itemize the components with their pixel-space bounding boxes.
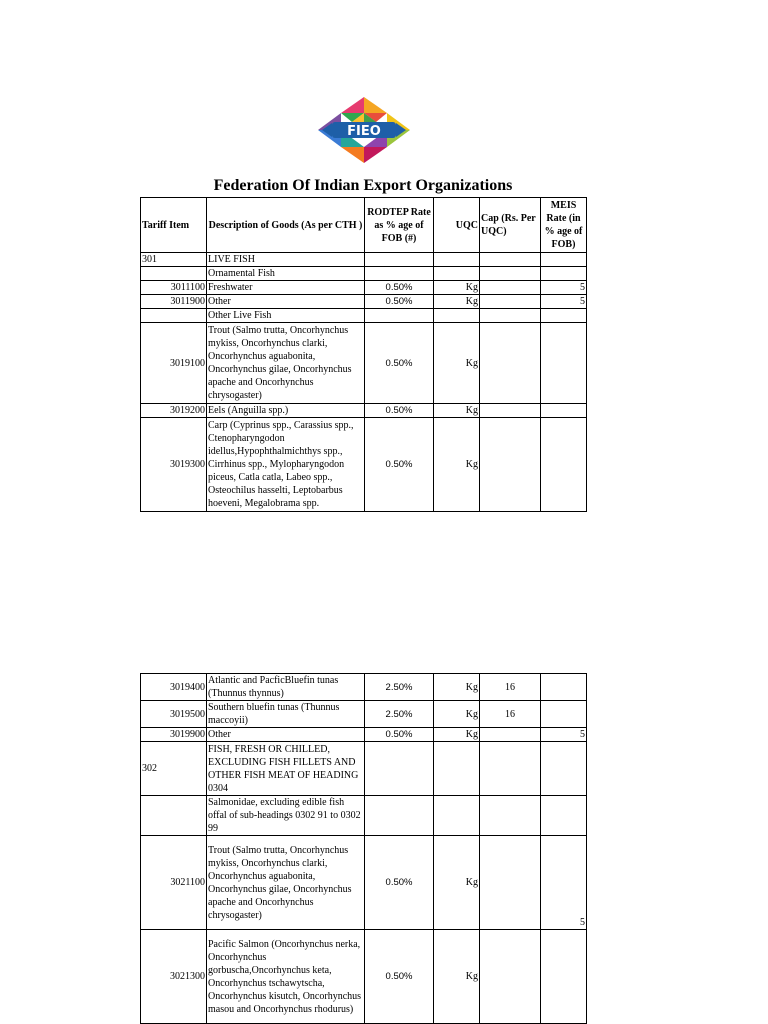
description-cell: Salmonidae, excluding edible fish offal of sub-headings 0302 91 to 0302 99	[207, 796, 365, 836]
meis-rate-cell	[541, 309, 587, 323]
logo-text: FIEO	[347, 124, 381, 139]
table-header-row	[141, 198, 587, 253]
rodtep-rate-cell: 0.50%	[365, 836, 434, 930]
table-row	[141, 267, 587, 281]
table-row	[141, 323, 587, 404]
tariff-item-cell	[141, 796, 207, 836]
description-cell: Other	[207, 728, 365, 742]
cap-cell	[480, 404, 541, 418]
description-cell: Carp (Cyprinus spp., Carassius spp., Ctenopharyngodon idellus,Hypophthalmichthys spp., Cirrhinus spp., Mylopharyngodon piceus, Catla catla, Labeo spp., Osteochilus hasselti, Leptobarbus hoeveni, Megalobrama spp.	[207, 418, 365, 512]
meis-rate-cell	[541, 267, 587, 281]
meis-rate-cell	[541, 404, 587, 418]
rodtep-rate-cell	[365, 267, 434, 281]
tariff-item-cell: 302	[141, 742, 207, 796]
meis-rate-cell	[541, 253, 587, 267]
rodtep-rate-cell: 0.50%	[365, 930, 434, 1024]
cap-cell	[480, 930, 541, 1024]
fieo-logo	[318, 97, 410, 163]
table-row	[141, 796, 587, 836]
tariff-item-cell: 3011900	[141, 295, 207, 309]
cap-cell	[480, 281, 541, 295]
description-cell: Atlantic and PacficBluefin tunas (Thunnus thynnus)	[207, 674, 365, 701]
rodtep-rate-cell: 2.50%	[365, 701, 434, 728]
description-cell: Southern bluefin tunas (Thunnus maccoyii)	[207, 701, 365, 728]
description-cell: Trout (Salmo trutta, Oncorhynchus mykiss, Oncorhynchus clarki, Oncorhynchus aguabonita, Oncorhynchus gilae, Oncorhynchus apache and Oncorhynchus chrysogaster)	[207, 836, 365, 930]
col-header-tariff-item: Tariff Item	[141, 198, 207, 253]
description-cell: Eels (Anguilla spp.)	[207, 404, 365, 418]
cap-cell	[480, 796, 541, 836]
uqc-cell: Kg	[434, 418, 480, 512]
meis-rate-cell	[541, 674, 587, 701]
col-header-meis-rate: MEIS Rate (in % age of FOB)	[541, 198, 587, 253]
description-cell: LIVE FISH	[207, 253, 365, 267]
uqc-cell: Kg	[434, 930, 480, 1024]
uqc-cell: Kg	[434, 728, 480, 742]
description-cell: FISH, FRESH OR CHILLED, EXCLUDING FISH FILLETS AND OTHER FISH MEAT OF HEADING 0304	[207, 742, 365, 796]
meis-rate-cell	[541, 418, 587, 512]
cap-cell	[480, 418, 541, 512]
rodtep-rate-cell: 0.50%	[365, 281, 434, 295]
rodtep-rate-cell: 0.50%	[365, 295, 434, 309]
table-row	[141, 701, 587, 728]
uqc-cell: Kg	[434, 701, 480, 728]
tariff-item-cell	[141, 309, 207, 323]
tariff-item-cell: 3019900	[141, 728, 207, 742]
meis-rate-cell: 5	[541, 728, 587, 742]
cap-cell	[480, 728, 541, 742]
meis-rate-cell: 5	[541, 295, 587, 309]
cap-cell	[480, 253, 541, 267]
col-header-uqc: UQC	[434, 198, 480, 253]
uqc-cell: Kg	[434, 281, 480, 295]
rodtep-rate-cell	[365, 253, 434, 267]
meis-rate-cell	[541, 796, 587, 836]
tariff-item-cell: 301	[141, 253, 207, 267]
description-cell: Other	[207, 295, 365, 309]
tariff-item-cell: 3021300	[141, 930, 207, 1024]
cap-cell	[480, 323, 541, 404]
uqc-cell	[434, 253, 480, 267]
cap-cell	[480, 309, 541, 323]
cap-cell	[480, 295, 541, 309]
tariff-item-cell: 3019100	[141, 323, 207, 404]
description-cell: Other Live Fish	[207, 309, 365, 323]
uqc-cell	[434, 309, 480, 323]
meis-rate-cell: 5	[541, 281, 587, 295]
rodtep-rate-cell: 2.50%	[365, 674, 434, 701]
cap-cell	[480, 267, 541, 281]
col-header-description: Description of Goods (As per CTH )	[207, 198, 365, 253]
tariff-item-cell: 3011100	[141, 281, 207, 295]
uqc-cell	[434, 742, 480, 796]
meis-rate-cell: 5	[541, 836, 587, 930]
tariff-item-cell: 3019300	[141, 418, 207, 512]
table-row	[141, 309, 587, 323]
uqc-cell: Kg	[434, 323, 480, 404]
table-row	[141, 742, 587, 796]
table-row	[141, 418, 587, 512]
tariff-item-cell: 3019400	[141, 674, 207, 701]
page-title: Federation Of Indian Export Organizations	[213, 177, 513, 194]
table-row	[141, 836, 587, 930]
tariff-item-cell	[141, 267, 207, 281]
description-cell: Trout (Salmo trutta, Oncorhynchus mykiss, Oncorhynchus clarki, Oncorhynchus aguabonita, Oncorhynchus gilae, Oncorhynchus apache and Oncorhynchus chrysogaster)	[207, 323, 365, 404]
uqc-cell: Kg	[434, 295, 480, 309]
meis-rate-cell	[541, 930, 587, 1024]
cap-cell	[480, 742, 541, 796]
uqc-cell: Kg	[434, 404, 480, 418]
table-row	[141, 728, 587, 742]
cap-cell: 16	[480, 701, 541, 728]
tariff-table-bottom	[140, 673, 587, 1024]
cap-cell: 16	[480, 674, 541, 701]
uqc-cell: Kg	[434, 836, 480, 930]
table-row	[141, 404, 587, 418]
meis-rate-cell	[541, 701, 587, 728]
rodtep-rate-cell: 0.50%	[365, 728, 434, 742]
description-cell: Pacific Salmon (Oncorhynchus nerka, Oncorhynchus gorbuscha,Oncorhynchus keta, Oncorhynchus tschawytscha, Oncorhynchus kisutch, Oncorhynchus masou and Oncorhynchus rhodurus)	[207, 930, 365, 1024]
rodtep-rate-cell	[365, 309, 434, 323]
tariff-item-cell: 3019200	[141, 404, 207, 418]
description-cell: Freshwater	[207, 281, 365, 295]
uqc-cell	[434, 796, 480, 836]
tariff-item-cell: 3021100	[141, 836, 207, 930]
rodtep-rate-cell: 0.50%	[365, 404, 434, 418]
rodtep-rate-cell: 0.50%	[365, 323, 434, 404]
col-header-cap: Cap (Rs. Per UQC)	[480, 198, 541, 253]
table-row	[141, 930, 587, 1024]
meis-rate-cell	[541, 742, 587, 796]
table-row	[141, 674, 587, 701]
rodtep-rate-cell	[365, 742, 434, 796]
tariff-item-cell: 3019500	[141, 701, 207, 728]
uqc-cell	[434, 267, 480, 281]
table-row	[141, 281, 587, 295]
uqc-cell: Kg	[434, 674, 480, 701]
table-row	[141, 295, 587, 309]
rodtep-rate-cell: 0.50%	[365, 418, 434, 512]
col-header-rodtep-rate: RODTEP Rate as % age of FOB (#)	[365, 198, 434, 253]
description-cell: Ornamental Fish	[207, 267, 365, 281]
table-row	[141, 253, 587, 267]
rodtep-rate-cell	[365, 796, 434, 836]
cap-cell	[480, 836, 541, 930]
tariff-table-top	[140, 197, 587, 512]
meis-rate-cell	[541, 323, 587, 404]
